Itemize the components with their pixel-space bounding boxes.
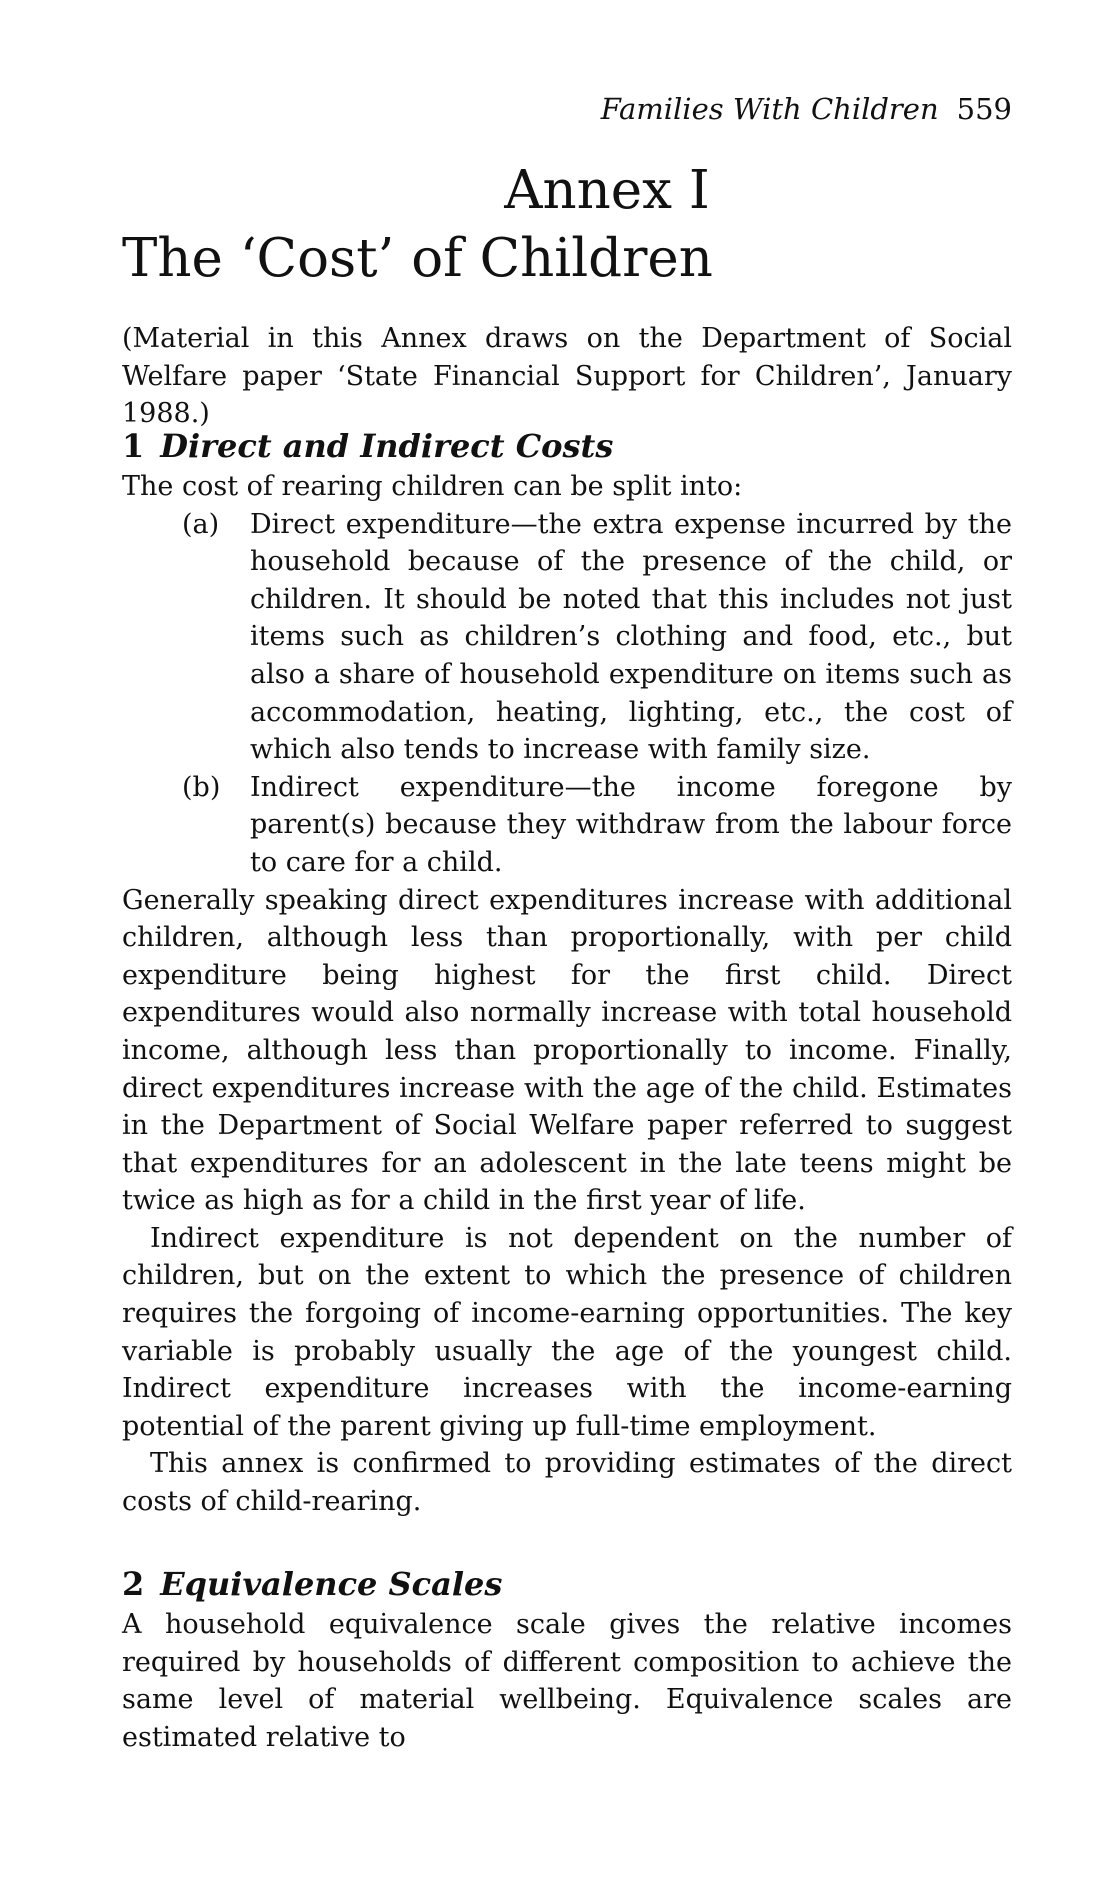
running-head bbox=[601, 92, 1012, 126]
list-item-direct bbox=[122, 506, 1012, 769]
section-intro: The cost of rearing children can be split into: bbox=[122, 471, 743, 502]
annex-label: Annex I bbox=[504, 160, 710, 221]
section-heading bbox=[122, 1562, 1012, 1606]
paragraph: This annex is confirmed to providing estimates of the direct costs of child-rearing. bbox=[122, 1448, 1012, 1518]
document-page bbox=[122, 0, 1012, 1882]
source-note bbox=[122, 320, 1012, 433]
annex-title: The ‘Cost’ of Children bbox=[122, 228, 713, 289]
paragraph: Generally speaking direct expenditures increase with additional children, although less than proportionally, with per child expenditure being highest for the first child. Direct expenditures would also normally increase with total household income, although less than proportionally to income. Finally, direct expenditures increase with the age of the child. Estimates in the Department of Social Welfare paper referred to suggest that expenditures for an adolescent in the late teens might be twice as high as for a child in the first year of life. bbox=[122, 884, 1012, 1217]
list-marker: (a) bbox=[182, 508, 220, 540]
list-item-indirect bbox=[122, 769, 1012, 882]
section-number: 2 bbox=[122, 1565, 145, 1603]
list-item-text: Direct expenditure—the extra expense incurred by the household because of the presence of the child, or children. It should be noted that this includes not just items such as children’s clothing and food, etc., but also a share of household expenditure on items such as accommodation, heating, lighting, etc., the cost of which also tends to increase with family size. bbox=[250, 508, 1012, 766]
running-head-title: Families With Children bbox=[600, 92, 939, 126]
section-direct-indirect-costs bbox=[122, 424, 1012, 1521]
page-number: 559 bbox=[956, 92, 1012, 126]
section-equivalence-scales bbox=[122, 1562, 1012, 1756]
source-note-text: (Material in this Annex draws on the Department of Social Welfare paper ‘State Financial Support for Children’, January 1988.) bbox=[122, 323, 1012, 430]
list-marker: (b) bbox=[182, 771, 221, 803]
paragraph: Indirect expenditure is not dependent on the number of children, but on the extent to which the presence of children requires the forgoing of income-earning opportunities. The key variable is probably usually the age of the youngest child. Indirect expenditure increases with the income-earning potential of the parent giving up full-time employment. bbox=[122, 1222, 1012, 1442]
list-item-text: Indirect expenditure—the income foregone by parent(s) because they withdraw from the labour force to care for a child. bbox=[250, 771, 1012, 878]
paragraph: A household equivalence scale gives the relative incomes required by households of different composition to achieve the same level of material wellbeing. Equivalence scales are estimated relative to bbox=[122, 1609, 1012, 1753]
section-heading bbox=[122, 424, 1012, 468]
section-number: 1 bbox=[122, 427, 145, 465]
section-title: Equivalence Scales bbox=[160, 1565, 503, 1603]
section-title: Direct and Indirect Costs bbox=[160, 427, 614, 465]
